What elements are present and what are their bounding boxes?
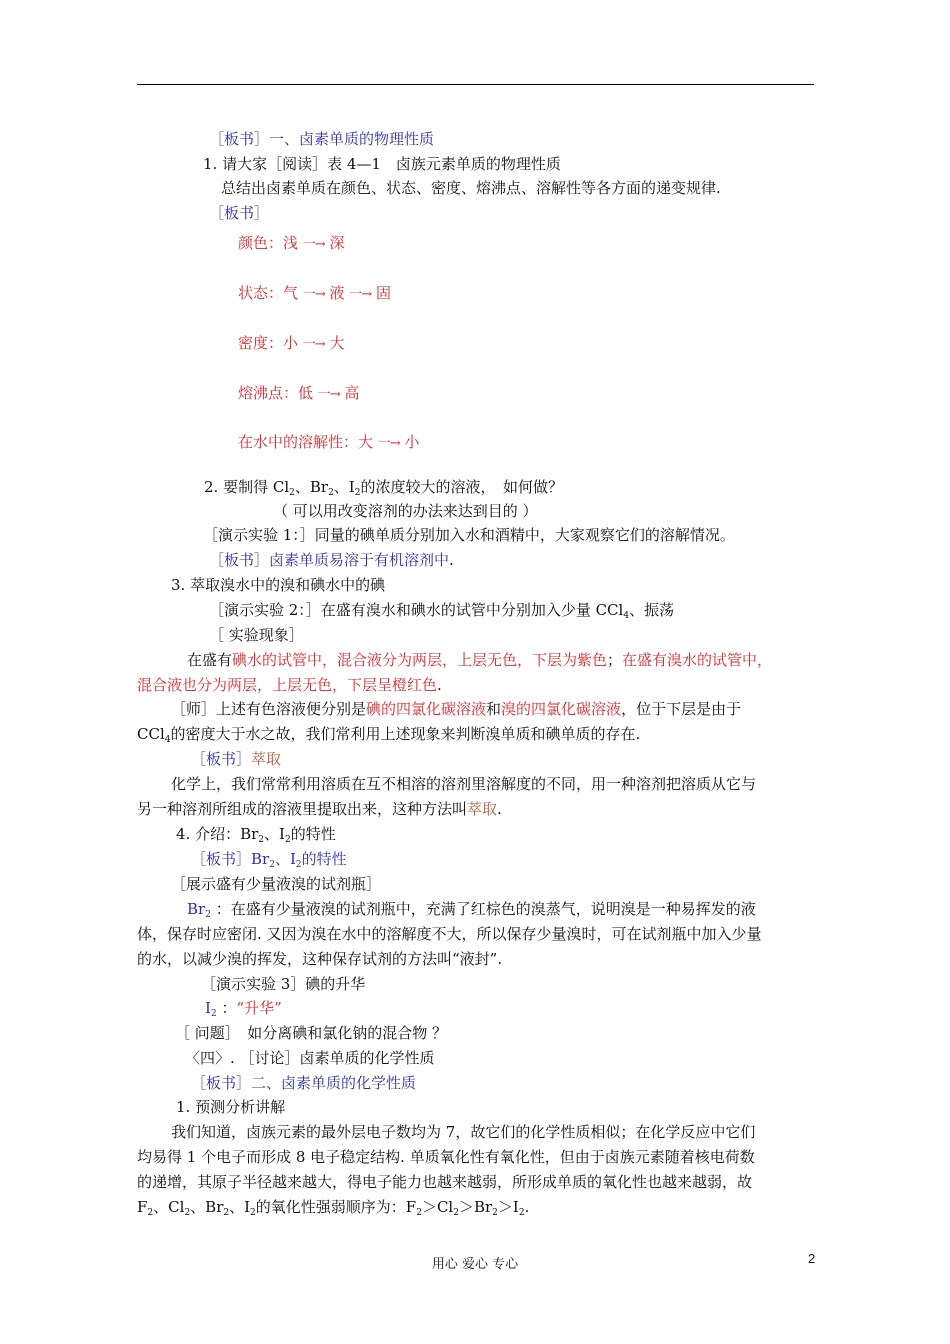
iodine-sublimation: $I_2$ ：“升华” <box>205 999 282 1019</box>
board-dissolve: ［板书］卤素单质易溶于有机溶剂中. <box>209 551 454 569</box>
arrow-icon: 一→ <box>377 436 400 451</box>
chem-line-2: 另一种溶剂所组成的溶液里提取出来，这种方法叫萃取. <box>137 800 502 818</box>
board-label: ［板书］ <box>209 204 270 222</box>
arrow-icon: 一→ <box>302 337 325 352</box>
trend-state: 状态：气 一→ 液 一→ 固 <box>238 284 391 302</box>
board-heading-physical: ［板书］一、卤素单质的物理性质 <box>209 130 435 148</box>
para-line-2: 均易得 1 个电子而形成 8 电子稳定结构. 单质氧化性有氧化性，但由于卤族元素随着核电荷数 <box>137 1148 755 1166</box>
trend-melting: 熔沸点：低 一→ 高 <box>238 384 360 402</box>
bromine-line-3: 的水，以减少溴的挥发，这种保存试剂的方法叫“液封”. <box>137 950 503 968</box>
arrow-icon: 一→ <box>302 237 325 252</box>
demo-3: ［演示实验 3］碘的升华 <box>201 975 366 993</box>
para-line-1: 我们知道，卤族元素的最外层电子数均为 7，故它们的化学性质相似；在化学反应中它们 <box>171 1123 756 1141</box>
question-2-hint: （ 可以用改变溶剂的办法来达到目的 ） <box>273 502 538 520</box>
bromine-line-2: 体，保存时应密闭. 又因为溴在水中的溶解度不大，所以保存少量溴时，可在试剂瓶中加入少量 <box>137 925 762 943</box>
item-4-intro: 4. 介绍：$Br_2$、$I_2$的特性 <box>176 825 336 845</box>
problem: ［ 问题］ 如分离碘和氯化钠的混合物 ？ <box>175 1024 448 1042</box>
show-bottle: ［展示盛有少量液溴的试剂瓶］ <box>171 875 382 893</box>
item-3-extract: 3. 萃取溴水中的溴和碘水中的碘 <box>171 576 386 594</box>
item-1-read: 1. 请大家［阅读］表 4—1 卤族元素单质的物理性质 <box>203 155 561 173</box>
para-line-4: $F_2$、$Cl_2$、$Br_2$、$I_2$的氧化性强弱顺序为：$F_2>Cl_2>Br_2>I_2$. <box>137 1198 530 1218</box>
bromine-line-1: $Br_2$ ：在盛有少量液溴的试剂瓶中，充满了红棕色的溴蒸气，说明溴是一种易挥发的液 <box>187 900 756 920</box>
teacher-line-2: CCl$_4$的密度大于水之故，我们常利用上述现象来判断溴单质和碘单质的存在. <box>137 725 641 745</box>
chem-line-1: 化学上，我们常常利用溶质在互不相溶的溶剂里溶解度的不同，用一种溶剂把溶质从它与 <box>171 775 757 793</box>
prediction: 1. 预测分析讲解 <box>176 1098 286 1116</box>
demo-1: ［演示实验 1：］同量的碘单质分别加入水和酒精中，大家观察它们的溶解情况。 <box>203 526 735 544</box>
header-rule <box>137 84 814 85</box>
demo-2: ［演示实验 2：］在盛有溴水和碘水的试管中分别加入少量 CCl$_4$、振荡 <box>209 601 675 621</box>
arrow-icon: 一→ <box>317 387 340 402</box>
para-line-3: 的递增，其原子半径越来越大，得电子能力也越来越弱，所形成单质的氧化性也越来越弱，故 <box>137 1173 753 1191</box>
board-properties: ［板书$]Br_2$、$I_2$的特性 <box>191 850 347 870</box>
observation-line-1: 在盛有碘水的试管中，混合液分为两层，上层无色，下层为紫色；在盛有溴水的试管中， <box>187 651 773 669</box>
board-extraction: ［板书］萃取 <box>191 750 282 768</box>
arrow-icon: 一→ <box>302 287 325 302</box>
trend-color: 颜色：浅 一→ 深 <box>238 234 345 252</box>
trend-solubility: 在水中的溶解性：大 一→ 小 <box>238 433 420 451</box>
summary-line: 总结出卤素单质在颜色、状态、密度、熔沸点、溶解性等各方面的递变规律. <box>221 179 721 197</box>
board-heading-chemical: ［板书］二、卤素单质的化学性质 <box>191 1074 417 1092</box>
footer-text: 用心 爱心 专心 <box>431 1257 519 1272</box>
observation-line-2: 混合液也分为两层，上层无色，下层呈橙红色. <box>137 676 442 694</box>
trend-density: 密度：小 一→ 大 <box>238 334 345 352</box>
page-number: 2 <box>808 1251 816 1266</box>
question-2: 2. 要制得 $Cl_2$、$Br_2$、$I_2$的浓度较大的溶液， 如何做？ <box>204 478 563 498</box>
teacher-line-1: ［师］上述有色溶液便分别是碘的四氯化碳溶液和溴的四氯化碳溶液，位于下层是由于 <box>171 700 742 718</box>
phenomenon-label: ［ 实验现象］ <box>209 626 304 644</box>
arrow-icon: 一→ <box>349 287 372 302</box>
discussion: 〈四〉. ［讨论］卤素单质的化学性质 <box>185 1049 435 1067</box>
